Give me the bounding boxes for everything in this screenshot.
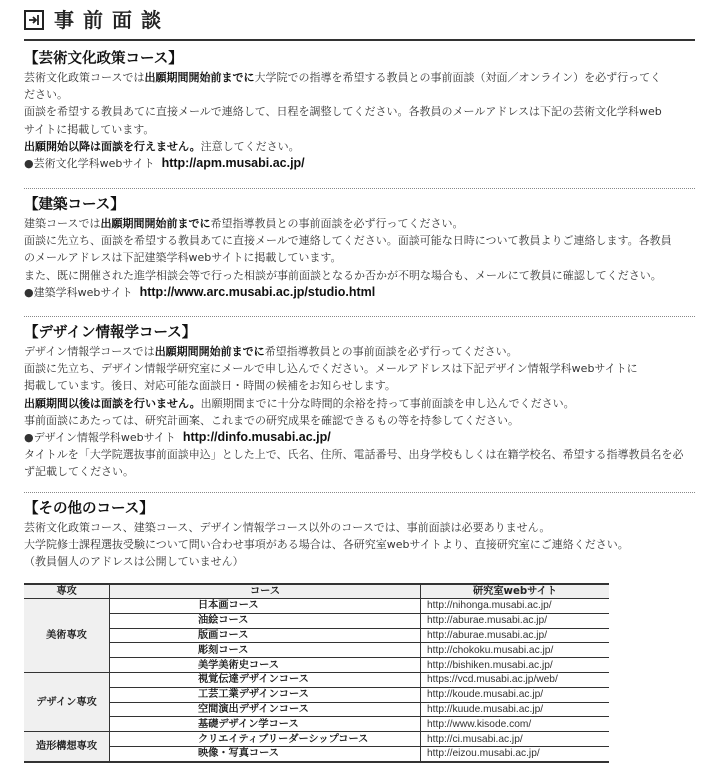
body-text: 希望指導教員との事前面談を必ず行ってください。 [210, 217, 464, 230]
section-divider [24, 316, 695, 317]
body-line [24, 249, 695, 266]
website-link[interactable]: http://ci.musabi.ac.jp/ [421, 732, 610, 747]
body-line [24, 138, 695, 155]
body-text: のメールアドレスは下記建築学科webサイトに掲載しています。 [24, 251, 342, 265]
section-divider [24, 188, 695, 189]
website-link[interactable]: https://vcd.musabi.ac.jp/web/ [421, 672, 610, 687]
table-row [24, 672, 609, 687]
website-link[interactable]: http://koude.musabi.ac.jp/ [421, 687, 610, 702]
body-line [24, 267, 695, 284]
body-line [24, 377, 695, 394]
body-text: 掲載しています。後日、対応可能な面談日・時間の候補をお知らせします。 [24, 379, 396, 393]
course-cell: 空間演出デザインコース [110, 702, 421, 717]
section-art-policy [24, 50, 695, 172]
course-cell: クリエイティブリーダーシップコース [110, 732, 421, 747]
section-heading: 【芸術文化政策コース】 [24, 51, 183, 67]
body-line [24, 395, 695, 412]
table-row [24, 702, 609, 717]
website-link[interactable]: http://kuude.musabi.ac.jp/ [421, 702, 610, 717]
website-line [24, 429, 695, 446]
section-heading: 【デザイン情報学コース】 [24, 325, 197, 341]
course-cell: 映像・写真コース [110, 746, 421, 761]
body-text: 大学院での指導を希望する教員との事前面談（対面／オンライン）を必ず行ってく [254, 71, 662, 84]
body-text: 希望指導教員との事前面談を必ず行ってください。 [264, 345, 518, 358]
course-website-table [24, 583, 609, 763]
body-text: 面談に先立ち、デザイン情報学研究室にメールで申し込んでください。メールアドレスは下記デザイン情報学科webサイトに [24, 362, 638, 376]
table-header-row [24, 584, 609, 599]
body-line [24, 69, 695, 86]
body-text: 出願期間までに十分な時間的余裕を持って事前面談を申し込んでください。 [200, 396, 575, 410]
table-row [24, 613, 609, 628]
website-link[interactable]: http://dinfo.musabi.ac.jp/ [182, 430, 331, 445]
major-cell: 美術専攻 [24, 599, 110, 673]
table-row [24, 717, 609, 732]
header-major: 専攻 [24, 584, 110, 599]
course-cell: 版画コース [110, 628, 421, 643]
body-line [24, 86, 695, 103]
course-cell: 視覚伝達デザインコース [110, 672, 421, 687]
body-text: 注意してください。 [200, 139, 300, 153]
course-cell: 日本画コース [110, 599, 421, 614]
page-title: 事前面談 [54, 8, 170, 32]
emphasis-text: 出願開始以降は面談を行えません。 [24, 139, 201, 153]
emphasis-text: 出願期間以後は面談を行いません。 [24, 396, 201, 410]
website-link[interactable]: http://aburae.musabi.ac.jp/ [421, 628, 610, 643]
website-link[interactable]: http://www.arc.musabi.ac.jp/studio.html [139, 284, 376, 299]
website-label: ●建築学科webサイト [24, 285, 140, 299]
table-row [24, 658, 609, 673]
body-text: 面談を希望する教員あてに直接メールで連絡して、日程を調整してください。各教員のメールアドレスは下記の芸術文化学科web [24, 105, 662, 119]
body-line [24, 215, 695, 232]
body-text: 建築コースでは [24, 217, 101, 230]
website-line [24, 284, 695, 301]
body-text: また、既に開催された進学相談会等で行った相談が事前面談となるか否かが不明な場合も、メールにて教員に確認してください。 [24, 268, 662, 282]
body-line [24, 360, 695, 377]
table-row [24, 687, 609, 702]
website-link[interactable]: http://bishiken.musabi.ac.jp/ [421, 658, 610, 673]
body-line [24, 553, 695, 570]
body-text: デザイン情報学コースでは [24, 345, 155, 358]
body-line [24, 412, 695, 429]
body-text: ださい。 [24, 88, 68, 102]
website-label: ●デザイン情報学科webサイト [24, 431, 183, 445]
body-line [24, 519, 695, 536]
body-line [24, 232, 695, 249]
body-text: 大学院修士課程選抜受験について問い合わせ事項がある場合は、各研究室webサイトより、直接研究室にご連絡ください。 [24, 538, 629, 552]
section-other-courses [24, 500, 695, 571]
website-link[interactable]: http://nihonga.musabi.ac.jp/ [421, 599, 610, 614]
header-course: コース [110, 584, 421, 599]
table-row [24, 746, 609, 761]
major-cell: 造形構想専攻 [24, 732, 110, 762]
enter-icon [24, 10, 44, 30]
course-cell: 彫刻コース [110, 643, 421, 658]
emphasis-text: 出願期間開始前までに [100, 217, 211, 230]
body-text: 面談に先立ち、面談を希望する教員あてに直接メールで連絡してください。面談可能な日時について教員よりご連絡します。各教員 [24, 234, 672, 248]
header-website: 研究室webサイト [421, 584, 610, 599]
emphasis-text: 出願期間開始前までに [154, 345, 265, 358]
website-label: ●芸術文化学科webサイト [24, 157, 162, 171]
course-cell: 油絵コース [110, 613, 421, 628]
emphasis-text: 出願期間開始前までに [144, 71, 255, 84]
course-cell: 基礎デザイン学コース [110, 717, 421, 732]
course-cell: 美学美術史コース [110, 658, 421, 673]
body-line [24, 536, 695, 553]
website-link[interactable]: http://aburae.musabi.ac.jp/ [421, 613, 610, 628]
table-row [24, 628, 609, 643]
body-text: 芸術文化政策コース、建築コース、デザイン情報学コース以外のコースでは、事前面談は必要ありません。 [24, 521, 551, 534]
page-title-row [24, 8, 170, 32]
body-line [24, 343, 695, 360]
title-divider [24, 39, 695, 41]
body-text: 芸術文化政策コースでは [24, 71, 145, 84]
body-line [24, 463, 695, 480]
section-heading: 【建築コース】 [24, 197, 125, 213]
body-line [24, 446, 695, 463]
body-line [24, 121, 695, 138]
website-link[interactable]: http://apm.musabi.ac.jp/ [161, 156, 305, 171]
section-design-informatics [24, 324, 695, 481]
section-divider [24, 492, 695, 493]
table-row [24, 599, 609, 614]
body-text: （教員個人のアドレスは公開していません） [24, 555, 244, 569]
body-text: サイトに掲載しています。 [24, 122, 155, 136]
website-link[interactable]: http://www.kisode.com/ [421, 717, 610, 732]
website-link[interactable]: http://chokoku.musabi.ac.jp/ [421, 643, 610, 658]
table-row [24, 732, 609, 747]
major-cell: デザイン専攻 [24, 672, 110, 731]
website-line [24, 155, 695, 172]
body-text: ず記載してください。 [24, 465, 134, 479]
section-architecture [24, 196, 695, 301]
body-text: 事前面談にあたっては、研究計画案、これまでの研究成果を確認できるもの等を持参してください。 [24, 413, 519, 427]
course-cell: 工芸工業デザインコース [110, 687, 421, 702]
body-text: タイトルを「大学院選抜事前面談申込」とした上で、氏名、住所、電話番号、出身学校もしくは在籍学校名、希望する指導教員名を必 [24, 448, 684, 462]
website-link[interactable]: http://eizou.musabi.ac.jp/ [421, 746, 610, 761]
table-row [24, 643, 609, 658]
section-heading: 【その他のコース】 [24, 501, 154, 517]
body-line [24, 103, 695, 120]
